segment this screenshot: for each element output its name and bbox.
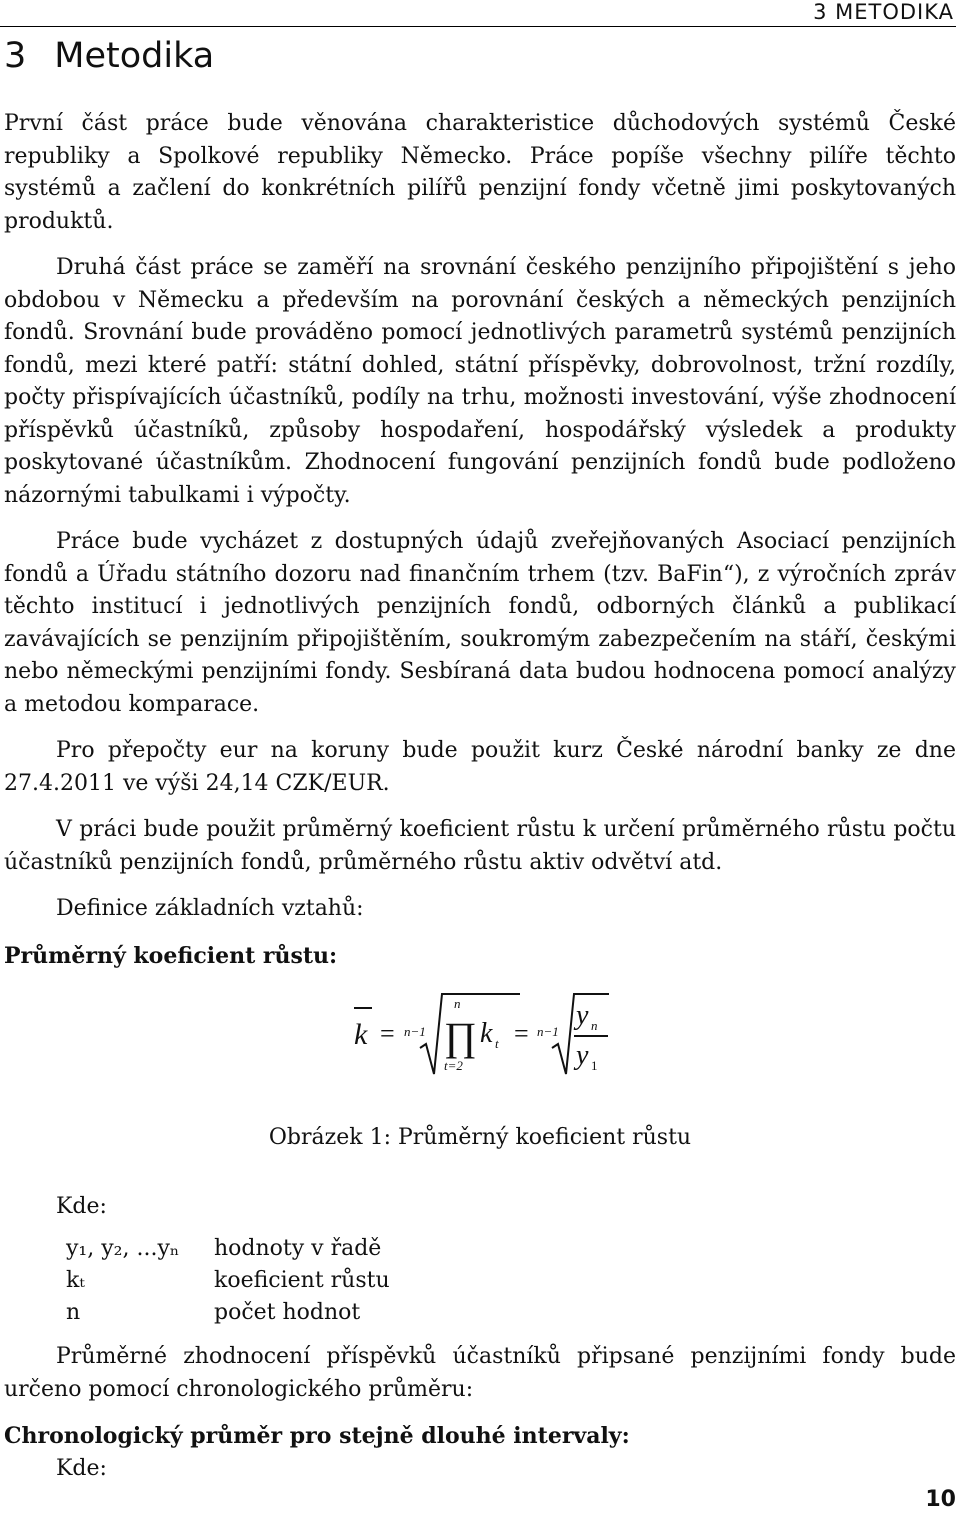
legend-meaning: koeficient růstu [214, 1268, 390, 1293]
legend-meaning: hodnoty v řadě [214, 1236, 382, 1261]
legend-meaning: počet hodnot [214, 1300, 361, 1325]
paragraph-exchange-rate: Pro přepočty eur na koruny bude použit kurz České národní banky ze dne 27.4.2011 ve výši 24,14 CZK/EUR. [4, 738, 956, 796]
page-number: 10 [925, 1487, 956, 1512]
chapter-title [4, 36, 214, 76]
mean-symbol: k [354, 1018, 368, 1051]
chapter-number: 3 [4, 36, 27, 76]
figure-caption: Obrázek 1: Průměrný koeficient růstu [268, 1125, 692, 1150]
product-sign: ∏ [444, 1014, 477, 1059]
fraction-numerator-sub: n [591, 1018, 598, 1033]
legend-row [66, 1265, 390, 1297]
product-upper-limit: n [454, 996, 461, 1011]
paragraph-comparison: Druhá část práce se zaměří na srovnání českého penzijního připojištění s jeho obdobou v Německu a především na porovnání českých a německých penzijních fondů. Srovnání bude prováděno pomocí jednotlivých parametrů systémů penzijních fondů, mezi které patří: státní dohled, státní příspěvky, dobrovolnost, tržní rozdíly, počty přispívajících účastníků, podíly na trhu, možnosti investování, výše zhodnocení příspěvků účastníků, způsoby hospodaření, hospodářský výsledek a produkty poskytované účastníkům. Zhodnocení fungování penzijních fondů bude podloženo názornými tabulkami i výpočty. [4, 255, 956, 508]
root-index-2: n−1 [537, 1024, 559, 1039]
chronological-average-heading: Chronologický průměr pro stejně dlouhé intervaly: [4, 1423, 630, 1449]
fraction-denominator-sub: 1 [591, 1058, 598, 1073]
where-label: Kde: [56, 1193, 107, 1219]
fraction-denominator: y [576, 1040, 589, 1071]
paragraph-chronological-intro: Průměrné zhodnocení příspěvků účastníků připsané penzijními fondy bude určeno pomocí chronologického průměru: [4, 1344, 956, 1402]
legend-symbol: n [66, 1300, 81, 1325]
symbol-legend [66, 1233, 390, 1329]
chapter-title-text: Metodika [54, 36, 215, 76]
growth-formula [4, 986, 956, 1096]
legend-symbol: y₁, y₂, ...yₙ [66, 1236, 180, 1261]
legend-symbol: kₜ [66, 1268, 85, 1293]
root-index-1: n−1 [404, 1024, 426, 1039]
paragraph-sources: Práce bude vycházet z dostupných údajů zveřejňovaných Asociací penzijních fondů a Úřadu státního dozoru nad finančním trhem (tzv. BaFin“), z výročních zpráv těchto institucí i jednotlivých penzijních fondů, odborných článků a publikací zavávajících se penzijním připojištěním, soukromým zabezpečením na stáří, českými nebo německými penzijními fondy. Sesbíraná data budou hodnocena pomocí analýzy a metodou komparace. [4, 529, 956, 717]
growth-coefficient-heading: Průměrný koeficient růstu: [4, 942, 338, 969]
equals-sign-2: = [514, 1019, 529, 1048]
body-text [4, 108, 956, 1485]
equals-sign-1: = [380, 1019, 395, 1048]
paragraph-growth-usage: V práci bude použit průměrný koeficient růstu k určení průměrného růstu počtu účastníků penzijních fondů, průměrného růstu aktiv odvětví atd. [4, 817, 956, 875]
running-head-text: 3 METODIKA [813, 0, 954, 24]
paragraph-definitions: Definice základních vztahů: [56, 896, 364, 921]
paragraph-intro: První část práce bude věnována charakteristice důchodových systémů České republiky a Spolkové republiky Německo. Práce popíše všechny pilíře těchto systémů a začlení do konkrétních pilířů penzijní fondy včetně jimi poskytovaných produktů. [4, 111, 956, 234]
fraction-numerator: y [576, 1000, 589, 1031]
product-term: k [480, 1018, 493, 1049]
legend-row [66, 1297, 390, 1329]
product-lower-limit: t=2 [444, 1058, 463, 1073]
legend-row [66, 1233, 390, 1265]
product-term-sub: t [495, 1036, 499, 1051]
where-label-2: Kde: [56, 1455, 107, 1481]
growth-formula-graphic [344, 986, 614, 1096]
running-head [0, 0, 956, 27]
